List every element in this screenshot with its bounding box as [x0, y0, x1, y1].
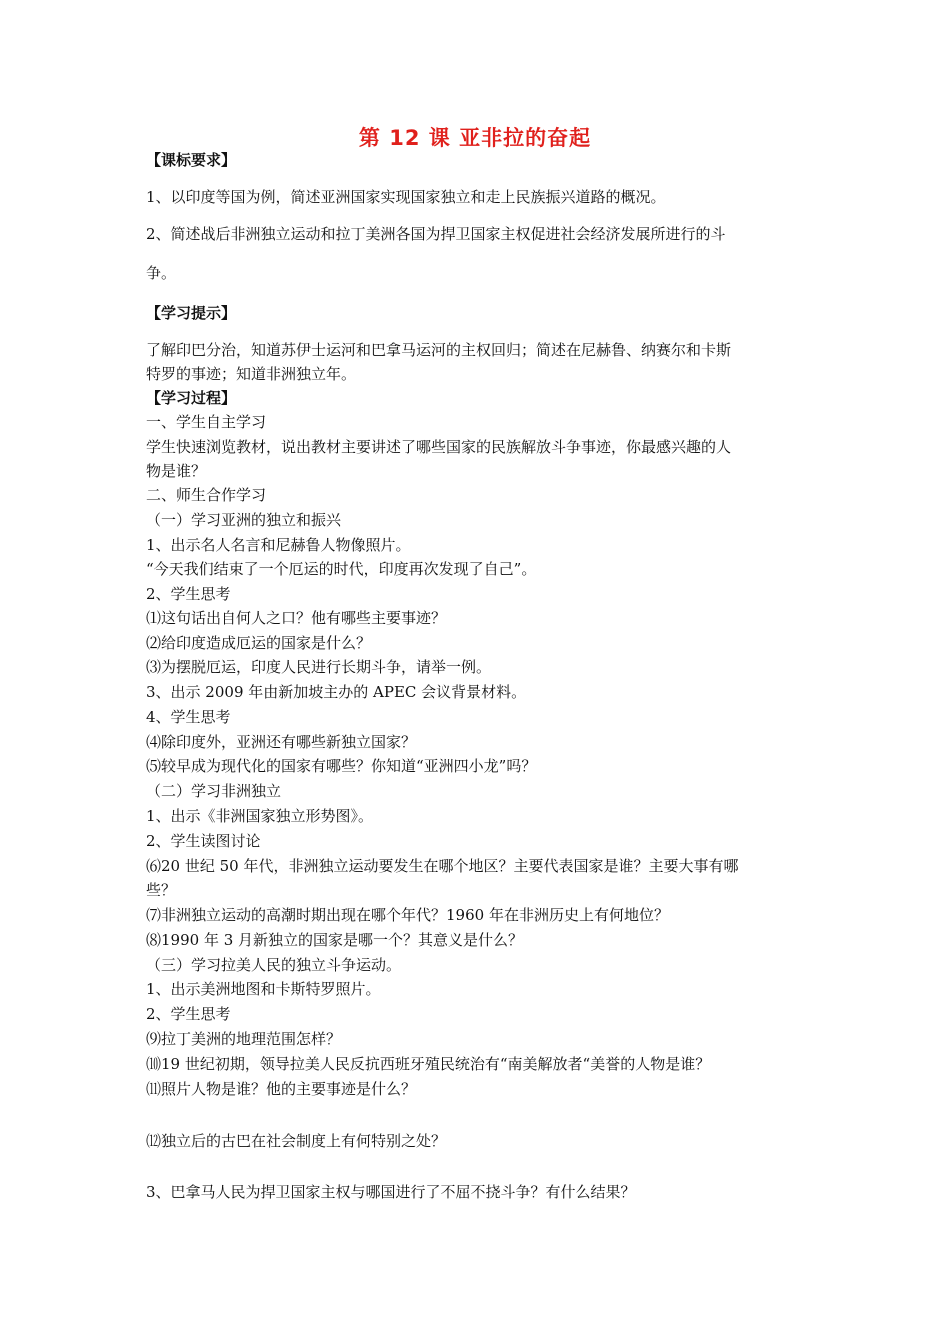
- process-line: ⑹20 世纪 50 年代，非洲独立运动要发生在哪个地区？主要代表国家是谁？主要大事有哪: [146, 857, 739, 875]
- process-line: 2、学生思考: [146, 1005, 231, 1023]
- process-line: ⑼拉丁美洲的地理范围怎样？: [146, 1030, 342, 1048]
- tips-line: 了解印巴分治，知道苏伊士运河和巴拿马运河的主权回归；简述在尼赫鲁、纳赛尔和卡斯: [146, 341, 732, 359]
- standards-heading: 【课标要求】: [146, 151, 237, 169]
- process-line: 1、出示美洲地图和卡斯特罗照片。: [146, 980, 381, 998]
- process-line: 一、学生自主学习: [146, 413, 267, 431]
- process-line: 学生快速浏览教材，说出教材主要讲述了哪些国家的民族解放斗争事迹，你最感兴趣的人: [146, 438, 732, 456]
- tips-line: 特罗的事迹；知道非洲独立年。: [146, 365, 357, 383]
- process-line: ⑸较早成为现代化的国家有哪些？你知道“亚洲四小龙”吗？: [146, 757, 537, 775]
- process-line: ⑺非洲独立运动的高潮时期出现在哪个年代？1960 年在非洲历史上有何地位？: [146, 906, 669, 924]
- process-line: 些？: [146, 881, 177, 899]
- process-line: 二、师生合作学习: [146, 486, 267, 504]
- process-line: ⑻1990 年 3 月新独立的国家是哪一个？其意义是什么？: [146, 931, 524, 949]
- process-line: 3、巴拿马人民为捍卫国家主权与哪国进行了不屈不挠斗争？有什么结果？: [146, 1183, 636, 1201]
- tips-heading: 【学习提示】: [146, 304, 237, 322]
- process-line: 1、出示《非洲国家独立形势图》。: [146, 807, 374, 825]
- process-line: （一）学习亚洲的独立和振兴: [146, 511, 342, 529]
- process-line: 3、出示 2009 年由新加坡主办的 APEC 会议背景材料。: [146, 683, 527, 701]
- process-line: 1、出示名人名言和尼赫鲁人物像照片。: [146, 536, 411, 554]
- lesson-title: 第 12 课 亚非拉的奋起: [358, 126, 592, 150]
- process-line: ⑶为摆脱厄运，印度人民进行长期斗争，请举一例。: [146, 658, 492, 676]
- process-line: （三）学习拉美人民的独立斗争运动。: [146, 956, 402, 974]
- process-line: 2、学生读图讨论: [146, 832, 261, 850]
- process-line: 4、学生思考: [146, 708, 231, 726]
- process-heading: 【学习过程】: [146, 389, 237, 407]
- process-line: 物是谁？: [146, 462, 207, 480]
- process-line: “今天我们结束了一个厄运的时代，印度再次发现了自己”。: [146, 560, 537, 578]
- standards-line: 2、简述战后非洲独立运动和拉丁美洲各国为捍卫国家主权促进社会经济发展所进行的斗: [146, 225, 726, 243]
- standards-line: 争。: [146, 264, 177, 282]
- process-line: ⑷除印度外，亚洲还有哪些新独立国家？: [146, 733, 417, 751]
- process-line: （二）学习非洲独立: [146, 782, 282, 800]
- process-line: ⑴这句话出自何人之口？他有哪些主要事迹？: [146, 609, 447, 627]
- process-line: 2、学生思考: [146, 585, 231, 603]
- process-line: ⑵给印度造成厄运的国家是什么？: [146, 634, 372, 652]
- process-line: ⑿独立后的古巴在社会制度上有何特别之处？: [146, 1132, 447, 1150]
- process-line: ⑾照片人物是谁？他的主要事迹是什么？: [146, 1080, 417, 1098]
- standards-line: 1、以印度等国为例，简述亚洲国家实现国家独立和走上民族振兴道路的概况。: [146, 188, 666, 206]
- process-line: ⑽19 世纪初期，领导拉美人民反抗西班牙殖民统治有“南美解放者“美誉的人物是谁？: [146, 1055, 711, 1073]
